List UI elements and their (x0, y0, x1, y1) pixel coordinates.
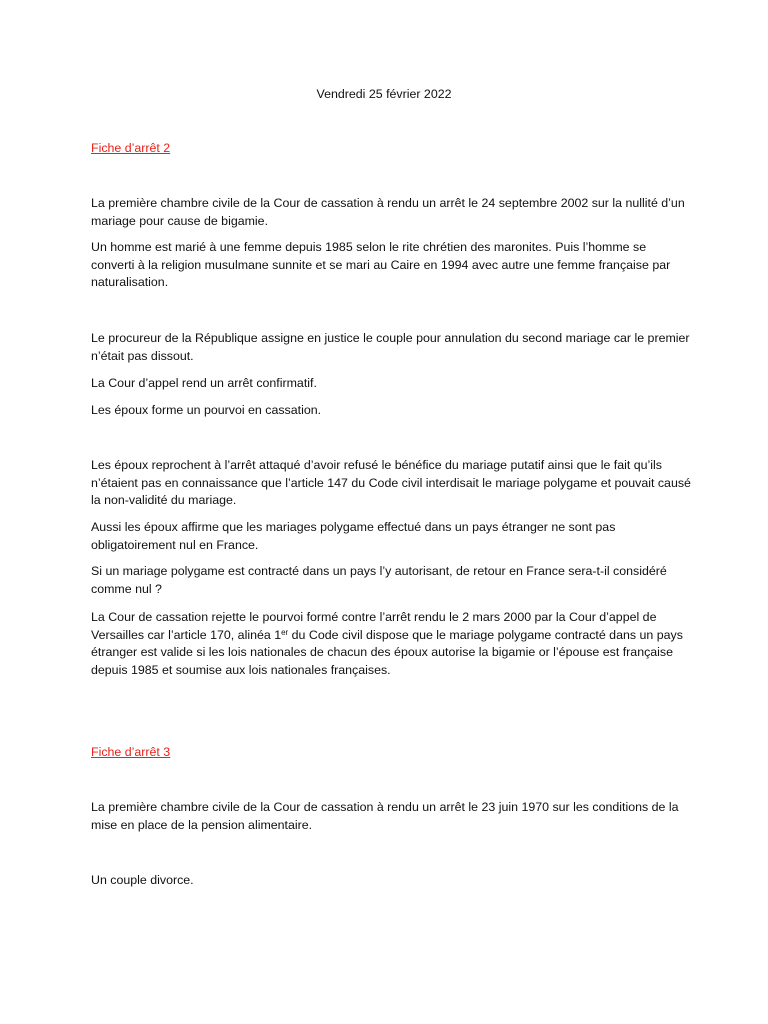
paragraph-9-start: La Cour de cassation rejette le pourvoi formé contre l’arrêt rendu le 2 mars 2000 par la Cour d’appel de Versailles car l’article 170, alinéa 1 (91, 610, 657, 642)
paragraph-8-text: Si un mariage polygame est contracté dans un pays l’y autorisant, de retour en France sera-t-il considéré comme nul ? (91, 564, 667, 596)
paragraph-1 (91, 195, 691, 230)
paragraph-6 (91, 457, 691, 510)
heading-fiche-3: Fiche d’arrêt 3 (91, 745, 171, 759)
paragraph-5-text: Les époux forme un pourvoi en cassation. (91, 403, 322, 417)
paragraph-8 (91, 563, 691, 598)
paragraph-9 (91, 609, 691, 679)
paragraph-9-superscript: er (281, 627, 289, 637)
paragraph-4-text: La Cour d’appel rend un arrêt confirmatif. (91, 376, 317, 390)
paragraph-3 (91, 330, 691, 365)
paragraph-11-text: Un couple divorce. (91, 873, 194, 887)
section-heading-fiche-2 (91, 140, 691, 158)
paragraph-7-text: Aussi les époux affirme que les mariages polygame effectué dans un pays étranger ne sont pas obligatoirement nul en France. (91, 520, 616, 552)
paragraph-7 (91, 519, 691, 554)
paragraph-9-end: du Code civil dispose que le mariage polygame contracté dans un pays étranger est valide si les lois nationales de chacun des époux autorise la bigamie or l’épouse est française depuis 1985 et soumise aux lois nationales françaises. (91, 627, 683, 677)
paragraph-9-text (91, 609, 691, 679)
paragraph-3-text: Le procureur de la République assigne en justice le couple pour annulation du second mariage car le premier n’était pas dissout. (91, 331, 690, 363)
paragraph-10 (91, 799, 691, 834)
paragraph-4 (91, 375, 691, 393)
paragraph-6-text: Les époux reprochent à l’arrêt attaqué d’avoir refusé le bénéfice du mariage putatif ainsi que le fait qu’ils n’étaient pas en connaissance que l’article 147 du Code civil interdisait le mariage polygame et pouvait causé la non-validité du mariage. (91, 458, 691, 507)
paragraph-5 (91, 402, 691, 420)
heading-fiche-2: Fiche d’arrêt 2 (91, 141, 171, 155)
section-heading-fiche-3 (91, 744, 691, 762)
paragraph-11 (91, 872, 691, 890)
paragraph-1-text: La première chambre civile de la Cour de cassation à rendu un arrêt le 24 septembre 2002 sur la nullité d’un mariage pour cause de bigamie. (91, 196, 685, 228)
paragraph-2 (91, 239, 691, 292)
paragraph-10-text: La première chambre civile de la Cour de cassation à rendu un arrêt le 23 juin 1970 sur les conditions de la mise en place de la pension alimentaire. (91, 800, 679, 832)
document-date: Vendredi 25 février 2022 (316, 87, 452, 101)
paragraph-2-text: Un homme est marié à une femme depuis 1985 selon le rite chrétien des maronites. Puis l’homme se converti à la religion musulmane sunnite et se mari au Caire en 1994 avec autre une femme française par naturalisation. (91, 240, 671, 289)
